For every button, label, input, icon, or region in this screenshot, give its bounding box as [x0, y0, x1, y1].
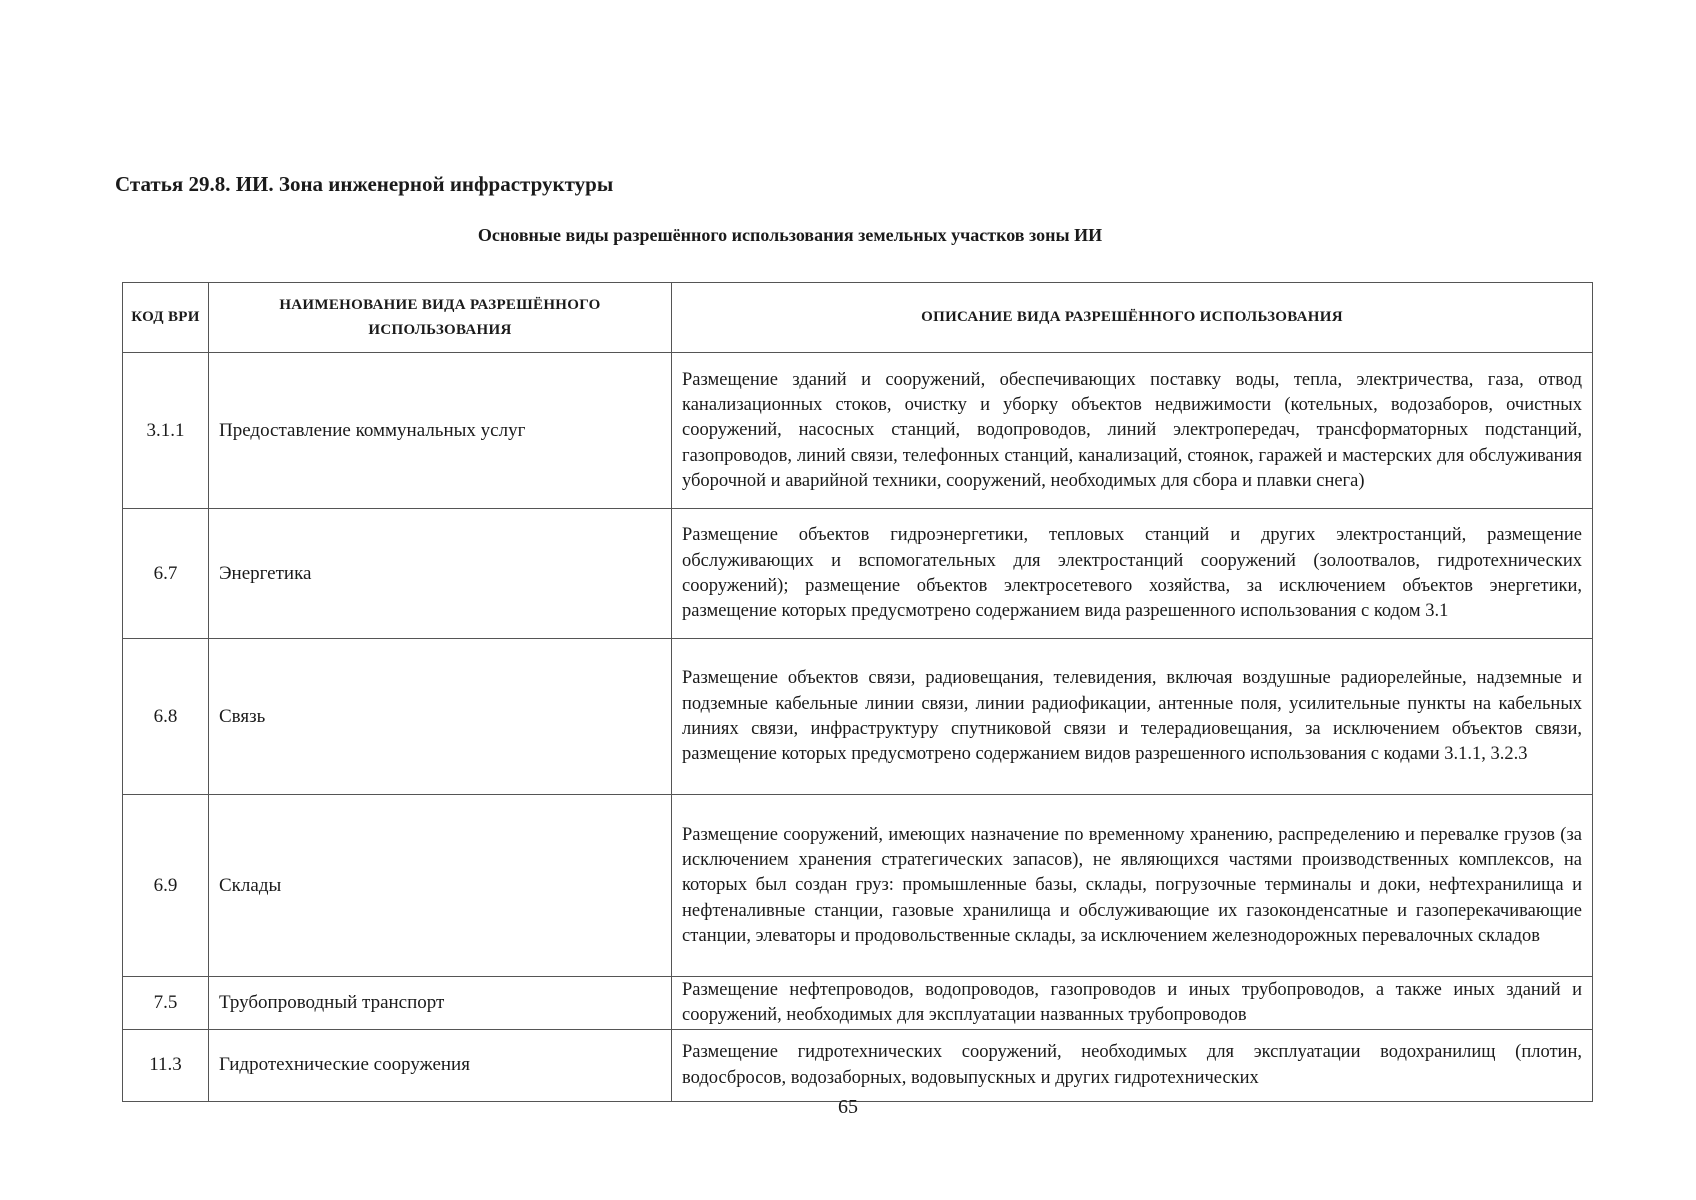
row-description: Размещение нефтепроводов, водопроводов, газопроводов и иных трубопроводов, а также иных зданий и сооружений, необходимых для эксплуатации названных трубопроводов — [672, 977, 1593, 1030]
page-number: 65 — [838, 1096, 858, 1118]
row-name: Трубопроводный транспорт — [209, 977, 672, 1030]
table-row — [123, 353, 1593, 509]
row-name: Гидротехнические сооружения — [209, 1029, 672, 1101]
article-title: Статья 29.8. ИИ. Зона инженерной инфраструктуры — [115, 172, 614, 196]
row-code: 6.7 — [123, 509, 209, 639]
row-description: Размещение сооружений, имеющих назначение по временному хранению, распределению и перевалке грузов (за исключением хранения стратегических запасов), не являющихся частями производственных комплексов, на которых был создан груз: промышленные базы, склады, погрузочные терминалы и доки, нефтехранилища и нефтеналивные станции, газовые хранилища и обслуживающие их газоконденсатные и газоперекачивающие станции, элеваторы и продовольственные склады, за исключением железнодорожных перевалочных складов — [672, 795, 1593, 977]
row-name: Связь — [209, 639, 672, 795]
header-description: ОПИСАНИЕ ВИДА РАЗРЕШЁННОГО ИСПОЛЬЗОВАНИЯ — [672, 283, 1593, 353]
table-header-row — [123, 283, 1593, 353]
row-description: Размещение гидротехнических сооружений, необходимых для эксплуатации водохранилищ (плотин, водосбросов, водозаборных, водовыпускных и других гидротехнических — [672, 1029, 1593, 1101]
row-code: 6.9 — [123, 795, 209, 977]
row-description: Размещение объектов гидроэнергетики, тепловых станций и других электростанций, размещение обслуживающих и вспомогательных для электростанций сооружений (золоотвалов, гидротехнических сооружений); размещение объектов электросетевого хозяйства, за исключением объектов энергетики, размещение которых предусмотрено содержанием вида разрешенного использования с кодом 3.1 — [672, 509, 1593, 639]
row-name: Предоставление коммунальных услуг — [209, 353, 672, 509]
header-code: КОД ВРИ — [123, 283, 209, 353]
row-name: Склады — [209, 795, 672, 977]
row-name: Энергетика — [209, 509, 672, 639]
row-code: 3.1.1 — [123, 353, 209, 509]
permitted-use-table — [122, 282, 1593, 1102]
header-name: НАИМЕНОВАНИЕ ВИДА РАЗРЕШЁННОГО ИСПОЛЬЗОВАНИЯ — [209, 283, 672, 353]
row-code: 6.8 — [123, 639, 209, 795]
row-description: Размещение зданий и сооружений, обеспечивающих поставку воды, тепла, электричества, газа, отвод канализационных стоков, очистку и уборку объектов недвижимости (котельных, водозаборов, очистных сооружений, насосных станций, водопроводов, линий электропередач, трансформаторных подстанций, газопроводов, линий связи, телефонных станций, канализаций, стоянок, гаражей и мастерских для обслуживания уборочной и аварийной техники, сооружений, необходимых для сбора и плавки снега) — [672, 353, 1593, 509]
row-code: 11.3 — [123, 1029, 209, 1101]
table-row — [123, 1029, 1593, 1101]
table-row — [123, 795, 1593, 977]
table-caption: Основные виды разрешённого использования земельных участков зоны ИИ — [477, 225, 1103, 245]
row-code: 7.5 — [123, 977, 209, 1030]
row-description: Размещение объектов связи, радиовещания, телевидения, включая воздушные радиорелейные, надземные и подземные кабельные линии связи, линии радиофикации, антенные поля, усилительные пункты на кабельных линиях связи, инфраструктуру спутниковой связи и телерадиовещания, за исключением объектов связи, размещение которых предусмотрено содержанием видов разрешенного использования с кодами 3.1.1, 3.2.3 — [672, 639, 1593, 795]
table-row — [123, 509, 1593, 639]
table-row — [123, 977, 1593, 1030]
table-row — [123, 639, 1593, 795]
